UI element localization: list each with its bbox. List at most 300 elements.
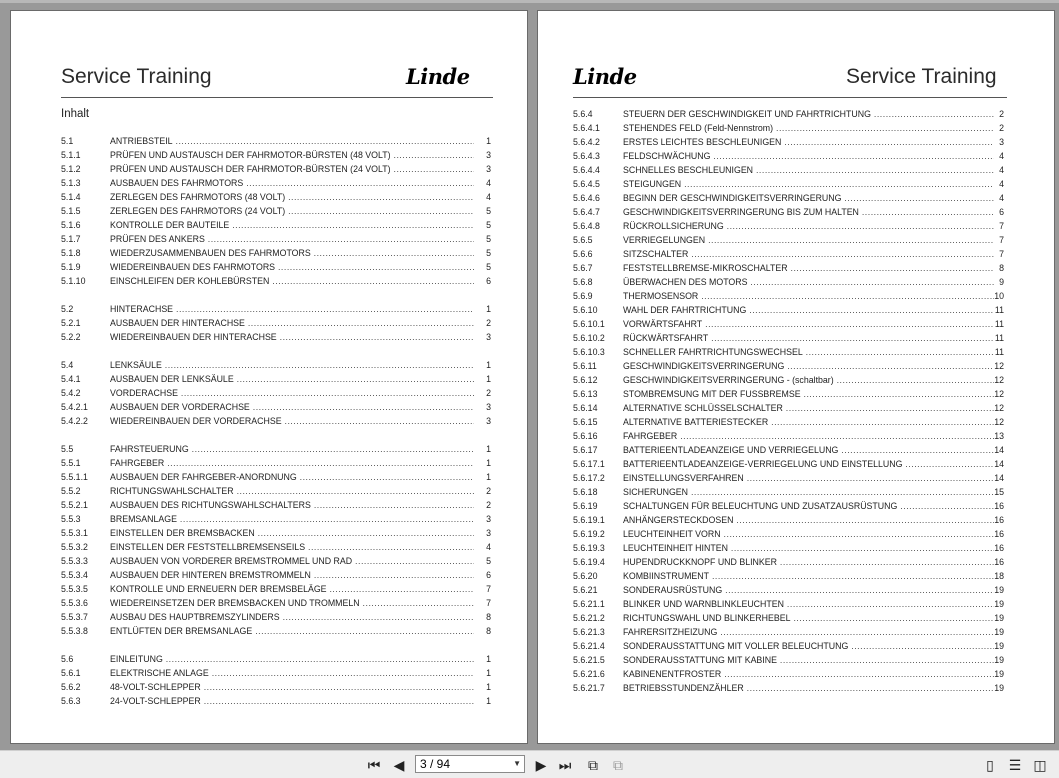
toc-entry[interactable] (573, 472, 1004, 485)
toc-entry-title: WIEDEREINBAUEN DES FAHRMOTORS ..... (110, 261, 474, 274)
toc-entry-page: 1 (486, 360, 491, 370)
window-top-edge (0, 0, 1059, 3)
toc-entry-title: AUSBAUEN DER HINTEREN BREMSTROMMELN ..... (110, 569, 474, 582)
toc-entry-title: STOMBREMSUNG MIT DER FUSSBREMSE ..... (623, 388, 994, 401)
toc-entry-title: ELEKTRISCHE ANLAGE ..... (110, 667, 474, 680)
navigation-toolbar (0, 750, 1059, 778)
toc-entry-title: STEHENDES FELD (Feld-Nennstrom) ..... (623, 122, 994, 135)
go-forward-view-icon[interactable]: ⧉ (613, 757, 623, 773)
toc-entry[interactable] (61, 387, 491, 400)
toc-entry-title: STEIGUNGEN ..... (623, 178, 994, 191)
toc-entry-number: 5.6.8 (573, 277, 593, 287)
toc-entry[interactable] (61, 303, 491, 316)
toc-entry-page: 4 (486, 542, 491, 552)
toc-entry[interactable] (61, 569, 491, 582)
toc-entry-page: 4 (486, 192, 491, 202)
toc-entry-number: 5.6.11 (573, 361, 597, 371)
toc-entry[interactable] (61, 597, 491, 610)
toc-entry-page: 7 (999, 249, 1004, 259)
toc-entry-title: ANTRIEBSTEIL ..... (110, 135, 474, 148)
toc-entry[interactable] (573, 164, 1004, 177)
toc-entry-page: 19 (994, 655, 1004, 665)
toc-entry-title: HUPENDRUCKKNOPF UND BLINKER ..... (623, 556, 994, 569)
toc-entry-title: AUSBAUEN DES FAHRMOTORS ..... (110, 177, 474, 190)
toc-entry-number: 5.1.3 (61, 178, 81, 188)
toc-entry-title: SCHNELLES BESCHLEUNIGEN ..... (623, 164, 994, 177)
toc-entry-title: EINLEITUNG ..... (110, 653, 474, 666)
toc-entry-page: 7 (486, 598, 491, 608)
toc-entry-page: 8 (486, 612, 491, 622)
toc-entry-page: 19 (994, 585, 1004, 595)
toc-entry-page: 12 (994, 375, 1004, 385)
toc-entry[interactable] (573, 122, 1004, 135)
toc-entry[interactable] (573, 150, 1004, 163)
toc-entry-page: 11 (994, 347, 1004, 357)
toc-entry[interactable] (573, 514, 1004, 527)
toc-entry-page: 15 (994, 487, 1004, 497)
toc-entry[interactable] (61, 205, 491, 218)
toc-entry-title: SONDERAUSSTATTUNG MIT VOLLER BELEUCHTUNG ..... (623, 640, 994, 653)
toc-entry-title: AUSBAUEN VON VORDERER BREMSTROMMEL UND RAD ..... (110, 555, 474, 568)
toc-entry-page: 5 (486, 248, 491, 258)
toc-entry-number: 5.6.6 (573, 249, 593, 259)
toc-entry-title: FAHRSTEUERUNG ..... (110, 443, 474, 456)
toc-entry-title: WIEDEREINBAUEN DER HINTERACHSE ..... (110, 331, 474, 344)
toc-entry[interactable] (61, 653, 491, 666)
toc-entry-title: KONTROLLE DER BAUTEILE ..... (110, 219, 474, 232)
toc-entry-number: 5.6.9 (573, 291, 593, 301)
toc-entry-page: 3 (486, 402, 491, 412)
toc-entry-number: 5.6.3 (61, 696, 81, 706)
toc-entry-title: GESCHWINDIGKEITSVERRINGERUNG ..... (623, 360, 994, 373)
toc-entry-number: 5.4 (61, 360, 74, 370)
toc-entry-page: 7 (999, 221, 1004, 231)
toc-entry-number: 5.6.4.2 (573, 137, 600, 147)
next-page-icon[interactable]: ▶ (535, 757, 547, 773)
toc-entry-number: 5.6.21.7 (573, 683, 605, 693)
toc-entry-number: 5.6.19.4 (573, 557, 605, 567)
toc-entry[interactable] (61, 191, 491, 204)
toc-entry-number: 5.5.2.1 (61, 500, 88, 510)
toc-entry-page: 5 (486, 220, 491, 230)
toc-entry-page: 4 (486, 178, 491, 188)
toc-entry[interactable] (573, 542, 1004, 555)
toc-entry[interactable] (61, 583, 491, 596)
toc-entry-title: VORDERACHSE ..... (110, 387, 474, 400)
two-page-view-icon[interactable]: ◫ (1033, 757, 1047, 773)
toc-entry[interactable] (61, 527, 491, 540)
toc-entry-number: 5.6.10 (573, 305, 598, 315)
toc-entry[interactable] (61, 555, 491, 568)
toc-entry-title: FAHRERSITZHEIZUNG ..... (623, 626, 994, 639)
toc-entry[interactable] (61, 443, 491, 456)
toc-entry-title: RÜCKROLLSICHERUNG ..... (623, 220, 994, 233)
toc-entry-page: 11 (994, 333, 1004, 343)
toc-entry[interactable] (573, 668, 1004, 681)
toc-entry[interactable] (61, 625, 491, 638)
toc-entry[interactable] (61, 499, 491, 512)
toc-entry-page: 1 (486, 136, 491, 146)
toc-entry[interactable] (61, 247, 491, 260)
toc-entry-page: 1 (486, 444, 491, 454)
toc-entry-page: 1 (486, 654, 491, 664)
toc-entry-page: 3 (486, 164, 491, 174)
toc-entry[interactable] (573, 360, 1004, 373)
toc-entry[interactable] (573, 402, 1004, 415)
page-header-title: Service Training (61, 65, 212, 88)
toc-entry[interactable] (61, 457, 491, 470)
toc-entry-number: 5.6.17 (573, 445, 598, 455)
toc-entry[interactable] (573, 192, 1004, 205)
toc-entry-number: 5.1.1 (61, 150, 81, 160)
toc-entry-page: 14 (994, 459, 1004, 469)
toc-entry-page: 3 (999, 137, 1004, 147)
toc-entry[interactable] (61, 513, 491, 526)
toc-entry-title: PRÜFEN UND AUSTAUSCH DER FAHRMOTOR-BÜRSTEN (48 VOLT) ..... (110, 149, 474, 162)
toc-entry-title: RICHTUNGSWAHL UND BLINKERHEBEL ..... (623, 612, 994, 625)
toc-entry[interactable] (573, 318, 1004, 331)
toc-entry-number: 5.6 (61, 654, 74, 664)
toc-entry-number: 5.2.2 (61, 332, 81, 342)
toc-entry-title: FAHRGEBER ..... (110, 457, 474, 470)
toc-entry[interactable] (573, 612, 1004, 625)
toc-entry[interactable] (61, 681, 491, 694)
toc-entry-number: 5.6.10.3 (573, 347, 605, 357)
toc-entry[interactable] (61, 233, 491, 246)
toc-entry[interactable] (61, 135, 491, 148)
toc-entry-number: 5.1.8 (61, 248, 81, 258)
toc-entry[interactable] (61, 667, 491, 680)
toc-entry-number: 5.5.1.1 (61, 472, 88, 482)
toc-entry-number: 5.5.3.5 (61, 584, 88, 594)
toc-entry-title: GESCHWINDIGKEITSVERRINGERUNG - (schaltbar) ..... (623, 374, 994, 387)
toc-entry-page: 12 (994, 403, 1004, 413)
toc-entry-title: ERSTES LEICHTES BESCHLEUNIGEN ..... (623, 136, 994, 149)
toc-entry[interactable] (61, 317, 491, 330)
toc-entry-page: 5 (486, 234, 491, 244)
toc-entry-title: PRÜFEN UND AUSTAUSCH DER FAHRMOTOR-BÜRSTEN (24 VOLT) ..... (110, 163, 474, 176)
toc-entry[interactable] (573, 444, 1004, 457)
toc-entry[interactable] (573, 528, 1004, 541)
toc-entry-title: SITZSCHALTER ..... (623, 248, 994, 261)
toc-entry-page: 2 (999, 123, 1004, 133)
toc-entry-title: AUSBAUEN DER LENKSÄULE ..... (110, 373, 474, 386)
single-page-view-icon[interactable]: ▯ (986, 757, 994, 773)
toc-entry[interactable] (573, 458, 1004, 471)
toc-entry-page: 19 (994, 613, 1004, 623)
toc-entry-page: 19 (994, 599, 1004, 609)
toc-entry[interactable] (61, 611, 491, 624)
toc-entry-title: ALTERNATIVE SCHLÜSSELSCHALTER ..... (623, 402, 994, 415)
toc-entry-page: 5 (486, 206, 491, 216)
toc-entry[interactable] (573, 556, 1004, 569)
toc-entry-title: BREMSANLAGE ..... (110, 513, 474, 526)
linde-logo: Linde (573, 64, 637, 89)
toc-entry-title: 24-VOLT-SCHLEPPER ..... (110, 695, 474, 708)
toc-heading: Inhalt (61, 108, 90, 120)
toc-entry[interactable] (573, 248, 1004, 261)
toc-entry-number: 5.4.1 (61, 374, 81, 384)
toc-entry-title: SONDERAUSSTATTUNG MIT KABINE ..... (623, 654, 994, 667)
toc-entry-number: 5.5.3.2 (61, 542, 88, 552)
toc-entry-title: RÜCKWÄRTSFAHRT ..... (623, 332, 994, 345)
toc-entry-number: 5.6.21.3 (573, 627, 605, 637)
page-indicator: 3 / 94 (420, 757, 451, 771)
toc-entry[interactable] (573, 108, 1004, 121)
toc-entry[interactable] (61, 541, 491, 554)
toc-entry-number: 5.1.9 (61, 262, 81, 272)
toc-entry-page: 2 (999, 109, 1004, 119)
toc-entry-page: 1 (486, 696, 491, 706)
linde-logo: Linde (406, 64, 470, 89)
header-rule (61, 97, 493, 98)
toc-entry-page: 4 (999, 193, 1004, 203)
toc-entry[interactable] (573, 346, 1004, 359)
toc-entry-number: 5.6.4.4 (573, 165, 600, 175)
toc-entry-number: 5.6.21.2 (573, 613, 605, 623)
toc-entry-page: 19 (994, 683, 1004, 693)
toc-entry-number: 5.6.2 (61, 682, 81, 692)
toc-entry-number: 5.1.5 (61, 206, 81, 216)
toc-entry[interactable] (61, 401, 491, 414)
toc-entry-page: 8 (999, 263, 1004, 273)
toc-entry-number: 5.1.7 (61, 234, 81, 244)
toc-entry-page: 5 (486, 262, 491, 272)
toc-entry-number: 5.6.4.5 (573, 179, 600, 189)
first-page-icon[interactable]: ⏮ (367, 757, 381, 773)
toc-entry-number: 5.6.1 (61, 668, 81, 678)
toc-entry-title: VERRIEGELUNGEN ..... (623, 234, 994, 247)
toc-entry-page: 12 (994, 389, 1004, 399)
right-page (537, 10, 1055, 744)
toc-entry[interactable] (61, 261, 491, 274)
go-back-view-icon[interactable]: ⧉ (588, 757, 598, 773)
toc-entry-number: 5.6.17.2 (573, 473, 605, 483)
toc-entry-page: 9 (999, 277, 1004, 287)
toc-entry-title: SONDERAUSRÜSTUNG ..... (623, 584, 994, 597)
toc-entry-title: BETRIEBSSTUNDENZÄHLER ..... (623, 682, 994, 695)
toc-entry-page: 7 (999, 235, 1004, 245)
toc-entry[interactable] (61, 485, 491, 498)
toc-entry-page: 2 (486, 388, 491, 398)
toc-entry-title: WAHL DER FAHRTRICHTUNG ..... (623, 304, 994, 317)
toc-entry-number: 5.4.2 (61, 388, 81, 398)
toc-entry-page: 1 (486, 304, 491, 314)
previous-page-icon[interactable]: ◀ (393, 757, 405, 773)
toc-entry-title: RICHTUNGSWAHLSCHALTER ..... (110, 485, 474, 498)
toc-entry[interactable] (573, 304, 1004, 317)
toc-entry[interactable] (573, 654, 1004, 667)
toc-entry[interactable] (61, 373, 491, 386)
toc-entry-number: 5.6.4.8 (573, 221, 600, 231)
toc-entry-number: 5.5.3.6 (61, 598, 88, 608)
toc-entry-title: LEUCHTEINHEIT HINTEN ..... (623, 542, 994, 555)
toc-entry-number: 5.6.18 (573, 487, 598, 497)
toc-entry-page: 16 (994, 515, 1004, 525)
toc-entry-number: 5.6.12 (573, 375, 598, 385)
toc-entry-number: 5.5.3.1 (61, 528, 88, 538)
toc-entry[interactable] (573, 276, 1004, 289)
header-rule (573, 97, 1007, 98)
toc-entry-number: 5.5.3.7 (61, 612, 88, 622)
toc-entry-title: AUSBAU DES HAUPTBREMSZYLINDERS ..... (110, 611, 474, 624)
toc-entry-page: 1 (486, 668, 491, 678)
toc-entry-page: 3 (486, 416, 491, 426)
toc-entry[interactable] (573, 388, 1004, 401)
toc-entry-number: 5.1 (61, 136, 74, 146)
toc-entry-number: 5.6.4.1 (573, 123, 600, 133)
toc-entry-title: WIEDERZUSAMMENBAUEN DES FAHRMOTORS ..... (110, 247, 474, 260)
toc-entry[interactable] (61, 275, 491, 288)
toc-entry-title: LEUCHTEINHEIT VORN ..... (623, 528, 994, 541)
toc-entry-number: 5.6.21.4 (573, 641, 605, 651)
continuous-view-icon[interactable]: ☰ (1008, 757, 1022, 773)
toc-entry[interactable] (573, 430, 1004, 443)
last-page-icon[interactable]: ⏭ (558, 757, 572, 773)
toc-entry-title: BLINKER UND WARNBLINKLEUCHTEN ..... (623, 598, 994, 611)
toc-entry-title: WIEDEREINBAUEN DER VORDERACHSE ..... (110, 415, 474, 428)
toc-entry-page: 12 (994, 417, 1004, 427)
toc-entry[interactable] (61, 219, 491, 232)
toc-entry-number: 5.5.3.4 (61, 570, 88, 580)
toc-entry-page: 6 (486, 276, 491, 286)
toc-entry-number: 5.2 (61, 304, 74, 314)
toc-entry[interactable] (573, 416, 1004, 429)
toc-entry-title: PRÜFEN DES ANKERS ..... (110, 233, 474, 246)
toc-entry-number: 5.5.3.8 (61, 626, 88, 636)
toc-entry[interactable] (573, 486, 1004, 499)
toc-entry[interactable] (573, 262, 1004, 275)
toc-entry-title: FAHRGEBER ..... (623, 430, 994, 443)
toc-entry-page: 14 (994, 445, 1004, 455)
toc-entry-page: 7 (486, 584, 491, 594)
toc-entry[interactable] (573, 598, 1004, 611)
toc-entry-title: FESTSTELLBREMSE-MIKROSCHALTER ..... (623, 262, 994, 275)
toc-entry-title: ÜBERWACHEN DES MOTORS ..... (623, 276, 994, 289)
toc-entry[interactable] (573, 570, 1004, 583)
toc-entry-page: 16 (994, 557, 1004, 567)
left-page (10, 10, 528, 744)
toc-entry-number: 5.6.4.7 (573, 207, 600, 217)
toc-entry-title: KONTROLLE UND ERNEUERN DER BREMSBELÄGE ..... (110, 583, 474, 596)
toc-entry-number: 5.1.2 (61, 164, 81, 174)
toc-entry-title: FELDSCHWÄCHUNG ..... (623, 150, 994, 163)
toc-entry[interactable] (573, 332, 1004, 345)
toc-entry-page: 6 (486, 570, 491, 580)
toc-entry-title: BEGINN DER GESCHWINDIGKEITSVERRINGERUNG ..... (623, 192, 994, 205)
toc-entry-number: 5.6.21.6 (573, 669, 605, 679)
toc-entry-number: 5.6.21.5 (573, 655, 605, 665)
toc-entry-page: 3 (486, 332, 491, 342)
toc-entry-page: 1 (486, 682, 491, 692)
toc-entry[interactable] (61, 695, 491, 708)
toc-entry-number: 5.5.2 (61, 486, 81, 496)
toc-entry-number: 5.1.4 (61, 192, 81, 202)
toc-entry[interactable] (61, 359, 491, 372)
toc-entry-page: 13 (994, 431, 1004, 441)
toc-entry[interactable] (61, 331, 491, 344)
toc-entry-number: 5.6.19.2 (573, 529, 605, 539)
toc-entry-title: ANHÄNGERSTECKDOSEN ..... (623, 514, 994, 527)
toc-entry-page: 4 (999, 165, 1004, 175)
toc-entry-title: ZERLEGEN DES FAHRMOTORS (48 VOLT) ..... (110, 191, 474, 204)
toc-entry[interactable] (573, 290, 1004, 303)
toc-entry-title: AUSBAUEN DER HINTERACHSE ..... (110, 317, 474, 330)
toc-entry[interactable] (61, 177, 491, 190)
toc-entry[interactable] (573, 374, 1004, 387)
toc-entry[interactable] (573, 220, 1004, 233)
toc-entry-page: 1 (486, 458, 491, 468)
toc-entry-number: 5.6.21 (573, 585, 598, 595)
toc-entry-page: 2 (486, 486, 491, 496)
chevron-down-icon: ▼ (513, 759, 521, 768)
toc-entry-page: 10 (994, 291, 1004, 301)
page-header-title: Service Training (846, 65, 997, 88)
toc-entry-number: 5.6.7 (573, 263, 593, 273)
toc-entry-title: ZERLEGEN DES FAHRMOTORS (24 VOLT) ..... (110, 205, 474, 218)
toc-entry-title: BATTERIEENTLADEANZEIGE-VERRIEGELUNG UND EINSTELLUNG ..... (623, 458, 994, 471)
toc-entry[interactable] (573, 640, 1004, 653)
toc-entry-number: 5.6.17.1 (573, 459, 605, 469)
toc-entry-number: 5.6.4.6 (573, 193, 600, 203)
toc-entry-number: 5.5.1 (61, 458, 81, 468)
toc-entry-number: 5.6.10.1 (573, 319, 605, 329)
toc-entry-number: 5.5.3 (61, 514, 81, 524)
toc-entry-page: 4 (999, 179, 1004, 189)
toc-entry-title: BATTERIEENTLADEANZEIGE UND VERRIEGELUNG ..... (623, 444, 994, 457)
toc-entry-page: 11 (994, 305, 1004, 315)
toc-entry-page: 14 (994, 473, 1004, 483)
toc-entry-page: 3 (486, 528, 491, 538)
toc-entry-page: 1 (486, 472, 491, 482)
toc-entry[interactable] (573, 178, 1004, 191)
toc-entry[interactable] (573, 500, 1004, 513)
toc-entry-title: EINSCHLEIFEN DER KOHLEBÜRSTEN ..... (110, 275, 474, 288)
toc-entry[interactable] (61, 471, 491, 484)
toc-entry[interactable] (573, 136, 1004, 149)
toc-entry[interactable] (573, 682, 1004, 695)
toc-entry-page: 16 (994, 543, 1004, 553)
toc-entry-title: 48-VOLT-SCHLEPPER ..... (110, 681, 474, 694)
toc-entry-page: 16 (994, 501, 1004, 511)
toc-entry[interactable] (573, 234, 1004, 247)
toc-entry-page: 19 (994, 641, 1004, 651)
toc-entry-number: 5.6.19 (573, 501, 598, 511)
toc-entry-title: EINSTELLEN DER FESTSTELLBREMSENSEILS ..... (110, 541, 474, 554)
toc-entry-title: SCHNELLER FAHRTRICHTUNGSWECHSEL ..... (623, 346, 994, 359)
toc-entry[interactable] (573, 206, 1004, 219)
toc-entry[interactable] (61, 415, 491, 428)
toc-entry-page: 6 (999, 207, 1004, 217)
toc-entry-number: 5.4.2.1 (61, 402, 88, 412)
toc-entry-page: 2 (486, 318, 491, 328)
toc-entry-number: 5.5 (61, 444, 74, 454)
toc-entry-title: EINSTELLUNGSVERFAHREN ..... (623, 472, 994, 485)
toc-entry[interactable] (61, 163, 491, 176)
toc-entry-page: 19 (994, 669, 1004, 679)
toc-entry-page: 18 (994, 571, 1004, 581)
toc-entry[interactable] (61, 149, 491, 162)
toc-entry[interactable] (573, 626, 1004, 639)
toc-entry-number: 5.6.19.1 (573, 515, 605, 525)
page-number-select[interactable] (415, 755, 525, 773)
toc-entry-number: 5.6.4 (573, 109, 593, 119)
toc-entry-number: 5.6.16 (573, 431, 598, 441)
toc-entry-title: KABINENENTFROSTER ..... (623, 668, 994, 681)
toc-entry[interactable] (573, 584, 1004, 597)
toc-entry-title: EINSTELLEN DER BREMSBACKEN ..... (110, 527, 474, 540)
toc-entry-number: 5.6.13 (573, 389, 598, 399)
